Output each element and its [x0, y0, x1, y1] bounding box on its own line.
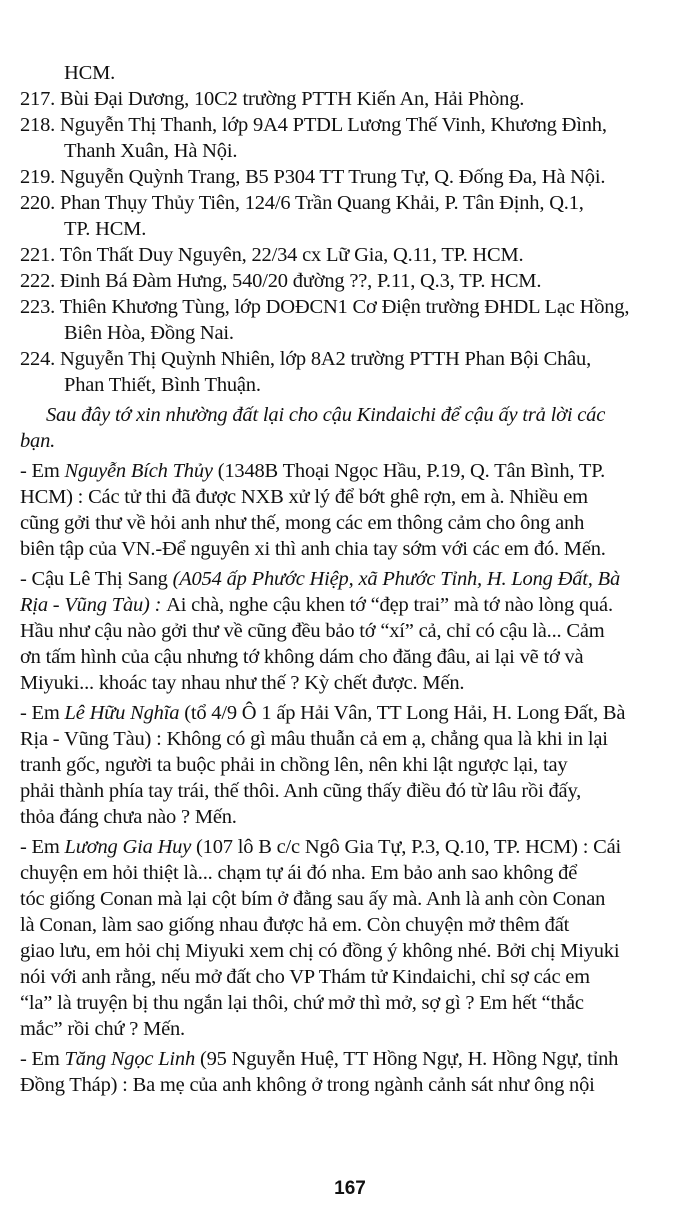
reply-le-huu-nghia: - Em Lê Hữu Nghĩa (tổ 4/9 Ô 1 ấp Hải Vân, TT Long Hải, H. Long Đất, Bà	[20, 702, 626, 724]
text-line: mắc” rồi chứ ? Mến.	[20, 1018, 185, 1040]
text-line: Rịa - Vũng Tàu) : Ai chà, nghe cậu khen tớ “đẹp trai” mà tớ nào lòng quá.	[20, 594, 613, 616]
text-line: Rịa - Vũng Tàu) : Không có gì mâu thuẫn cả em ạ, chẳng qua là khi in lại	[20, 728, 608, 750]
text-line: tranh gốc, người ta buộc phải in chồng lên, nên khi lật ngược lại, tay	[20, 754, 568, 776]
text-line: ơn tấm hình của cậu nhưng tớ không dám cho đăng đâu, ai lại vẽ tớ và	[20, 646, 584, 668]
list-item-218: 218. Nguyễn Thị Thanh, lớp 9A4 PTDL Lương Thế Vinh, Khương Đình,	[20, 114, 607, 136]
list-item-219: 219. Nguyễn Quỳnh Trang, B5 P304 TT Trung Tự, Q. Đống Đa, Hà Nội.	[20, 166, 606, 188]
text-line: phải thành phía tay trái, thế thôi. Anh cũng thấy điều đó từ lâu rồi đấy,	[20, 780, 582, 802]
text-line: Đồng Tháp) : Ba mẹ của anh không ở trong ngành cảnh sát như ông nội	[20, 1074, 595, 1096]
list-item-221: 221. Tôn Thất Duy Nguyên, 22/34 cx Lữ Gia, Q.11, TP. HCM.	[20, 244, 524, 266]
reply-tang-ngoc-linh: - Em Tăng Ngọc Linh (95 Nguyễn Huệ, TT Hồng Ngự, H. Hồng Ngự, tỉnh	[20, 1048, 619, 1070]
reply-luong-gia-huy: - Em Lương Gia Huy (107 lô B c/c Ngô Gia Tự, P.3, Q.10, TP. HCM) : Cái	[20, 836, 622, 858]
page-number: 167	[334, 1178, 366, 1199]
list-item-222: 222. Đinh Bá Đàm Hưng, 540/20 đường ??, P.11, Q.3, TP. HCM.	[20, 270, 542, 292]
text-line: Biên Hòa, Đồng Nai.	[64, 322, 234, 344]
list-item-224: 224. Nguyễn Thị Quỳnh Nhiên, lớp 8A2 trường PTTH Phan Bội Châu,	[20, 348, 592, 370]
list-item-220: 220. Phan Thụy Thủy Tiên, 124/6 Trần Quang Khải, P. Tân Định, Q.1,	[20, 192, 584, 214]
text-line: cũng gởi thư về hỏi anh như thế, mong các em thông cảm cho ông anh	[20, 512, 585, 534]
text-line: TP. HCM.	[64, 218, 147, 240]
text-line: giao lưu, em hỏi chị Miyuki xem chị có đồng ý không nhé. Bởi chị Miyuki	[20, 940, 620, 962]
page-body	[20, 60, 680, 1098]
text-line: thỏa đáng chưa nào ? Mến.	[20, 806, 237, 828]
text-line: nói với anh rằng, nếu mở đất cho VP Thám tử Kindaichi, chỉ sợ các em	[20, 966, 590, 988]
text-line: Miyuki... khoác tay nhau như thế ? Kỳ chết được. Mến.	[20, 672, 465, 694]
list-item-223: 223. Thiên Khương Tùng, lớp DOĐCN1 Cơ Điện trường ĐHDL Lạc Hồng,	[20, 296, 630, 318]
text-line: tóc giống Conan mà lại cột bím ở đằng sau ấy mà. Anh là anh còn Conan	[20, 888, 606, 910]
text-line: Thanh Xuân, Hà Nội.	[64, 140, 238, 162]
text-line: chuyện em hỏi thiệt là... chạm tự ái đó nha. Em bảo anh sao không để	[20, 862, 578, 884]
intro-paragraph: Sau đây tớ xin nhường đất lại cho cậu Kindaichi để cậu ấy trả lời các	[46, 404, 606, 426]
text-line: HCM) : Các tử thi đã được NXB xử lý để bớt ghê rợn, em à. Nhiều em	[20, 486, 588, 508]
text-line: bạn.	[20, 430, 56, 452]
text-line: Hầu như cậu nào gởi thư về cũng đều bảo tớ “xí” cả, chỉ có cậu là... Cảm	[20, 620, 605, 642]
reply-le-thi-sang: - Cậu Lê Thị Sang (A054 ấp Phước Hiệp, xã Phước Tỉnh, H. Long Đất, Bà	[20, 568, 621, 590]
list-item-217: 217. Bùi Đại Dương, 10C2 trường PTTH Kiến An, Hải Phòng.	[20, 88, 525, 110]
text-line: biên tập của VN.-Để nguyên xi thì anh chia tay sớm với các em đó. Mến.	[20, 538, 606, 560]
text-line: HCM.	[64, 62, 116, 84]
text-line: “la” là truyện bị thu ngắn lại thôi, chứ mở thì mở, sợ gì ? Em hết “thắc	[20, 992, 584, 1014]
text-line: Phan Thiết, Bình Thuận.	[64, 374, 261, 396]
reply-nguyen-bich-thuy: - Em Nguyễn Bích Thủy (1348B Thoại Ngọc Hầu, P.19, Q. Tân Bình, TP.	[20, 460, 606, 482]
text-line: là Conan, làm sao giống nhau được hả em. Còn chuyện mở thêm đất	[20, 914, 570, 936]
